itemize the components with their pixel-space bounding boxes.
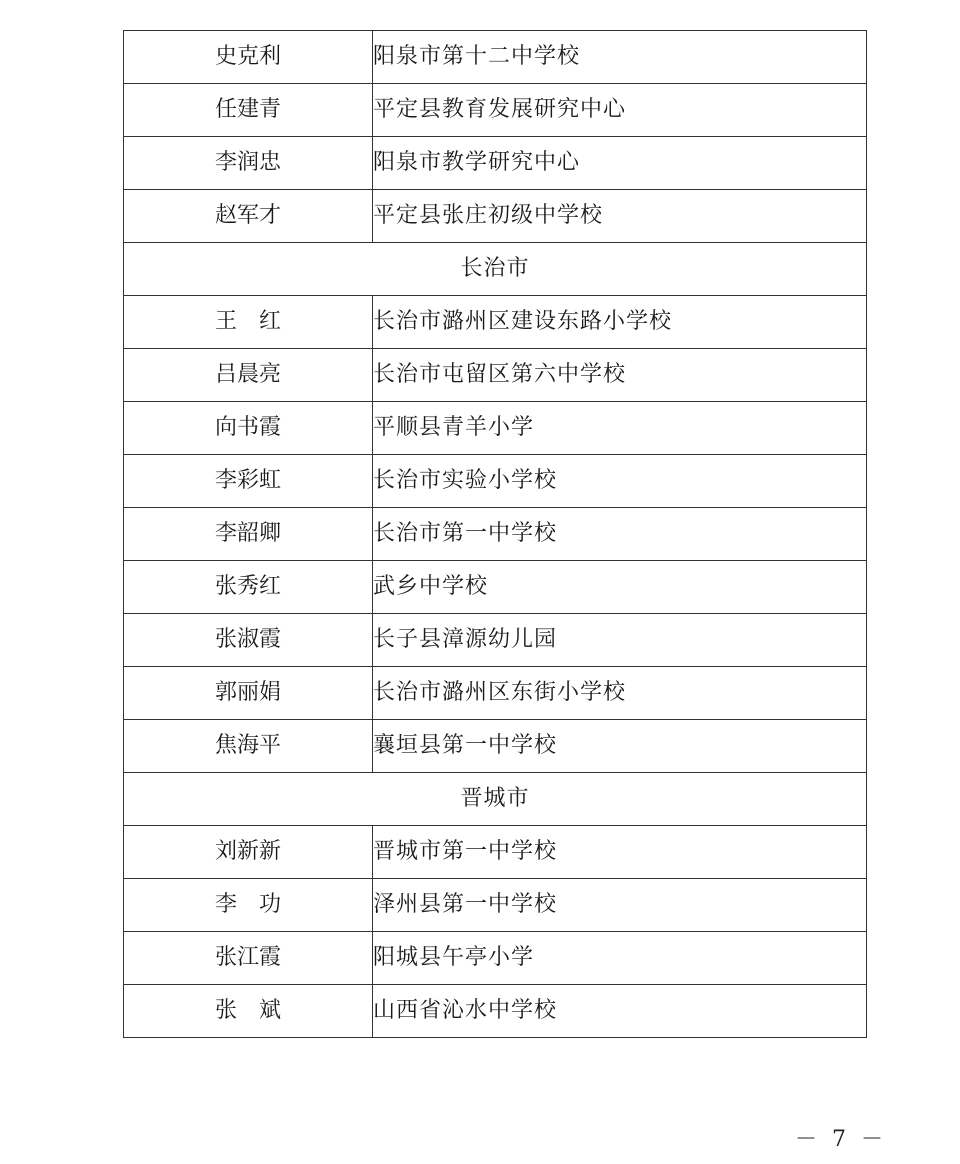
person-name: 郭丽娟 <box>124 667 373 720</box>
person-name: 史克利 <box>124 31 373 84</box>
table-row <box>124 402 867 455</box>
work-unit: 长治市潞州区建设东路小学校 <box>373 296 867 349</box>
work-unit: 泽州县第一中学校 <box>373 879 867 932</box>
section-row <box>124 773 867 826</box>
person-name: 赵军才 <box>124 190 373 243</box>
table-row <box>124 455 867 508</box>
table-row <box>124 720 867 773</box>
table-row <box>124 190 867 243</box>
work-unit: 武乡中学校 <box>373 561 867 614</box>
section-title: 晋城市 <box>124 773 867 826</box>
work-unit: 平定县教育发展研究中心 <box>373 84 867 137</box>
table-row <box>124 349 867 402</box>
table-row <box>124 137 867 190</box>
person-name: 张 斌 <box>124 985 373 1038</box>
person-name: 向书霞 <box>124 402 373 455</box>
table-row <box>124 985 867 1038</box>
table-row <box>124 826 867 879</box>
work-unit: 长治市屯留区第六中学校 <box>373 349 867 402</box>
work-unit: 阳泉市第十二中学校 <box>373 31 867 84</box>
person-name: 李 功 <box>124 879 373 932</box>
person-name: 李韶卿 <box>124 508 373 561</box>
work-unit: 长治市实验小学校 <box>373 455 867 508</box>
person-name: 刘新新 <box>124 826 373 879</box>
work-unit: 平顺县青羊小学 <box>373 402 867 455</box>
roster-table <box>123 30 867 1038</box>
table-row <box>124 31 867 84</box>
page-number: － 7 － <box>795 1127 887 1152</box>
work-unit: 阳泉市教学研究中心 <box>373 137 867 190</box>
table-row <box>124 932 867 985</box>
section-row <box>124 243 867 296</box>
person-name: 李彩虹 <box>124 455 373 508</box>
work-unit: 襄垣县第一中学校 <box>373 720 867 773</box>
person-name: 张秀红 <box>124 561 373 614</box>
roster-table-body <box>124 31 867 1038</box>
work-unit: 晋城市第一中学校 <box>373 826 867 879</box>
table-row <box>124 614 867 667</box>
person-name: 吕晨亮 <box>124 349 373 402</box>
table-row <box>124 296 867 349</box>
person-name: 张江霞 <box>124 932 373 985</box>
table-row <box>124 667 867 720</box>
work-unit: 长子县漳源幼儿园 <box>373 614 867 667</box>
work-unit: 平定县张庄初级中学校 <box>373 190 867 243</box>
section-title: 长治市 <box>124 243 867 296</box>
work-unit: 阳城县午亭小学 <box>373 932 867 985</box>
person-name: 任建青 <box>124 84 373 137</box>
roster-table-wrapper <box>123 30 867 1038</box>
table-row <box>124 561 867 614</box>
person-name: 张淑霞 <box>124 614 373 667</box>
table-row <box>124 879 867 932</box>
work-unit: 长治市潞州区东街小学校 <box>373 667 867 720</box>
table-row <box>124 508 867 561</box>
person-name: 王 红 <box>124 296 373 349</box>
work-unit: 长治市第一中学校 <box>373 508 867 561</box>
work-unit: 山西省沁水中学校 <box>373 985 867 1038</box>
table-row <box>124 84 867 137</box>
person-name: 李润忠 <box>124 137 373 190</box>
person-name: 焦海平 <box>124 720 373 773</box>
